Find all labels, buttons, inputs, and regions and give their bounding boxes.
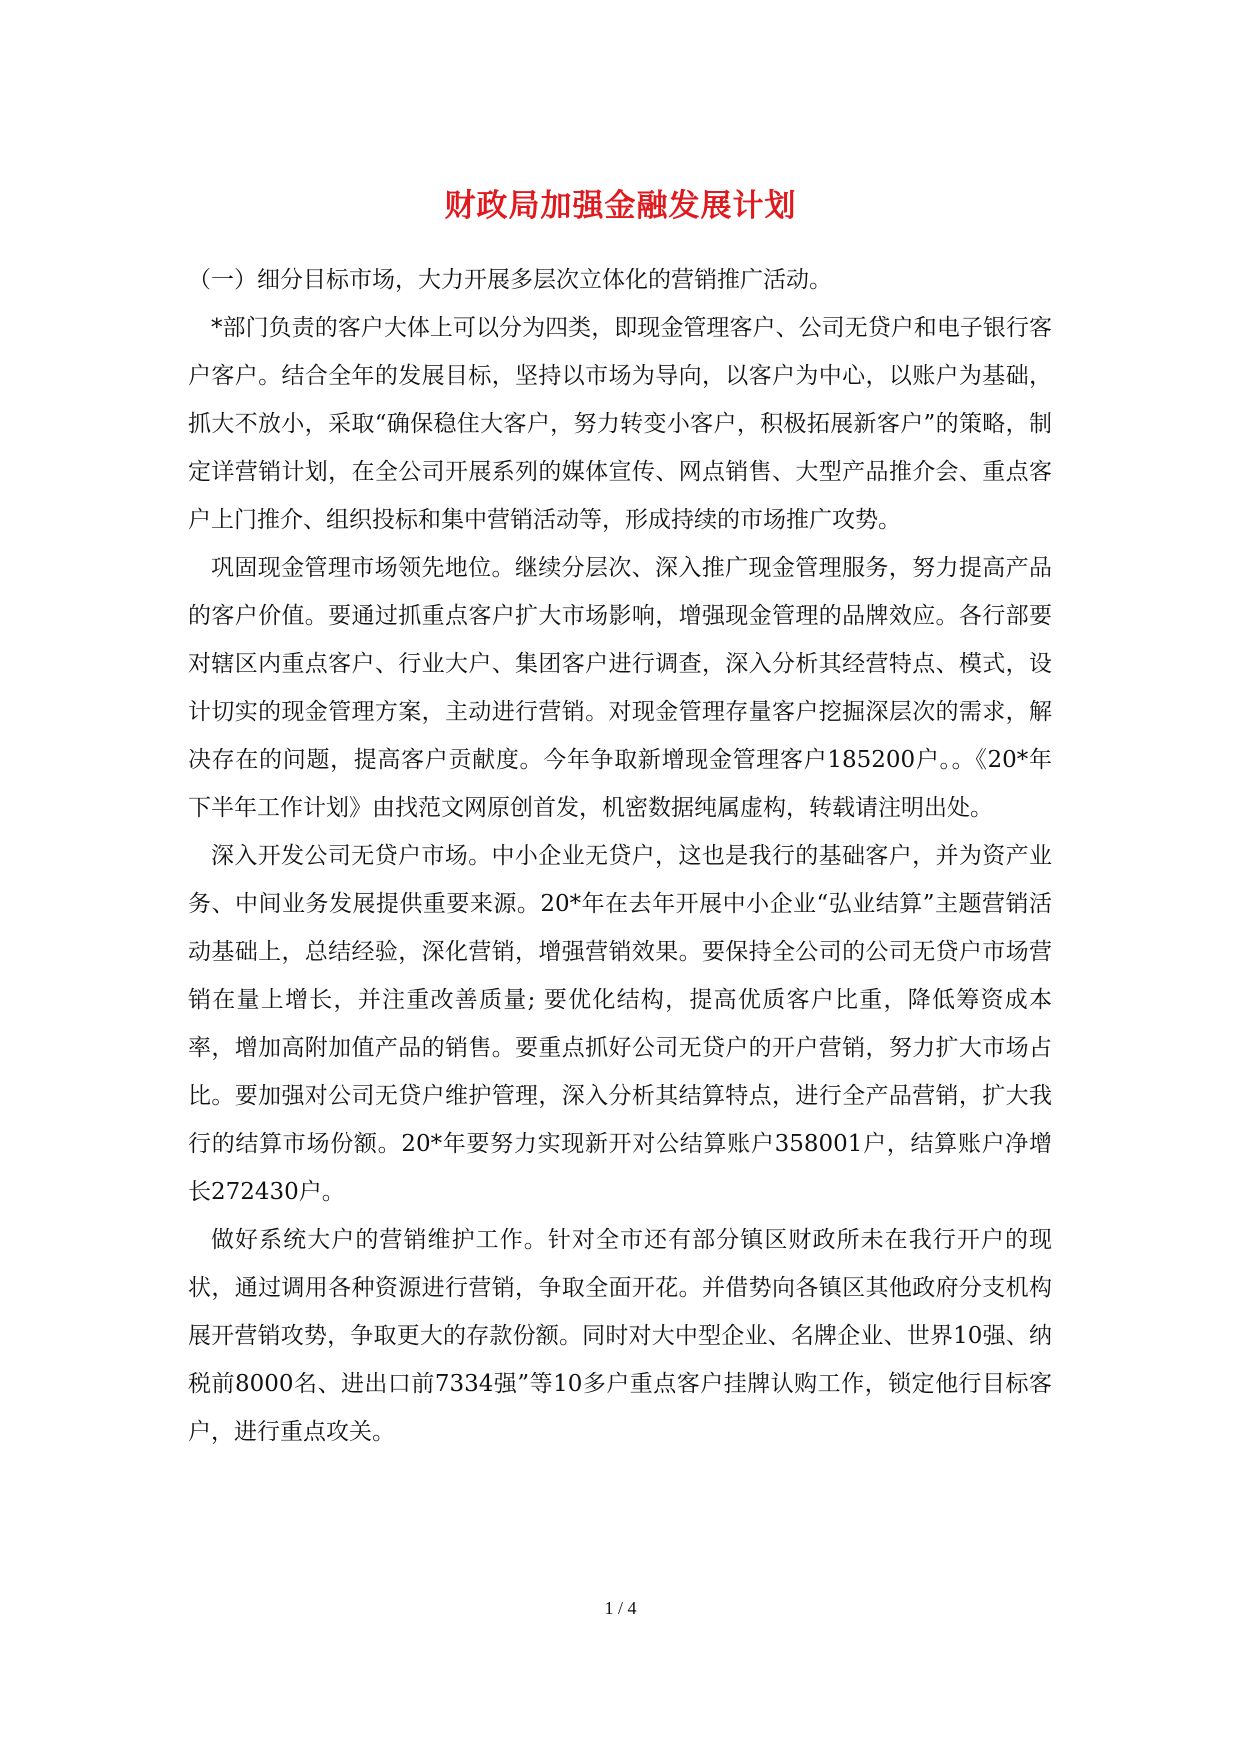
paragraph-3: 巩固现金管理市场领先地位。继续分层次、深入推广现金管理服务，努力提高产品的客户价值。要通过抓重点客户扩大市场影响，增强现金管理的品牌效应。各行部要对辖区内重点客户、行业大户、集团客户进行调查，深入分析其经营特点、模式，设计切实的现金管理方案，主动进行营销。对现金管理存量客户挖掘深层次的需求，解决存在的问题，提高客户贡献度。今年争取新增现金管理客户185200户。。《20*年下半年工作计划》由找范文网原创首发，机密数据纯属虚构，转载请注明出处。 bbox=[188, 555, 1052, 821]
paragraph-1: （一）细分目标市场，大力开展多层次立体化的营销推广活动。 bbox=[188, 267, 832, 293]
paragraph-4: 深入开发公司无贷户市场。中小企业无贷户，这也是我行的基础客户，并为资产业务、中间业务发展提供重要来源。20*年在去年开展中小企业“弘业结算”主题营销活动基础上，总结经验，深化营销，增强营销效果。要保持全公司的公司无贷户市场营销在量上增长，并注重改善质量; 要优化结构，提高优质客户比重，降低筹资成本率，增加高附加值产品的销售。要重点抓好公司无贷户的开户营销，努力扩大市场占比。要加强对公司无贷户维护管理，深入分析其结算特点，进行全产品营销，扩大我行的结算市场份额。20*年要努力实现新开对公结算账户358001户，结算账户净增长272430户。 bbox=[188, 843, 1052, 1205]
paragraph-2: *部门负责的客户大体上可以分为四类，即现金管理客户、公司无贷户和电子银行客户客户。结合全年的发展目标，坚持以市场为导向，以客户为中心，以账户为基础，抓大不放小，采取“确保稳住大客户，努力转变小客户，积极拓展新客户”的策略，制定详营销计划，在全公司开展系列的媒体宣传、网点销售、大型产品推介会、重点客户上门推介、组织投标和集中营销活动等，形成持续的市场推广攻势。 bbox=[188, 315, 1052, 533]
paragraph-5: 做好系统大户的营销维护工作。针对全市还有部分镇区财政所未在我行开户的现状，通过调用各种资源进行营销，争取全面开花。并借势向各镇区其他政府分支机构展开营销攻势，争取更大的存款份额。同时对大中型企业、名牌企业、世界10强、纳税前8000名、进出口前7334强”等10多户重点客户挂牌认购工作，锁定他行目标客户，进行重点攻关。 bbox=[188, 1227, 1052, 1445]
page-number: 1 / 4 bbox=[604, 1598, 637, 1618]
document-title: 财政局加强金融发展计划 bbox=[444, 188, 797, 224]
document-body bbox=[188, 256, 1052, 1456]
